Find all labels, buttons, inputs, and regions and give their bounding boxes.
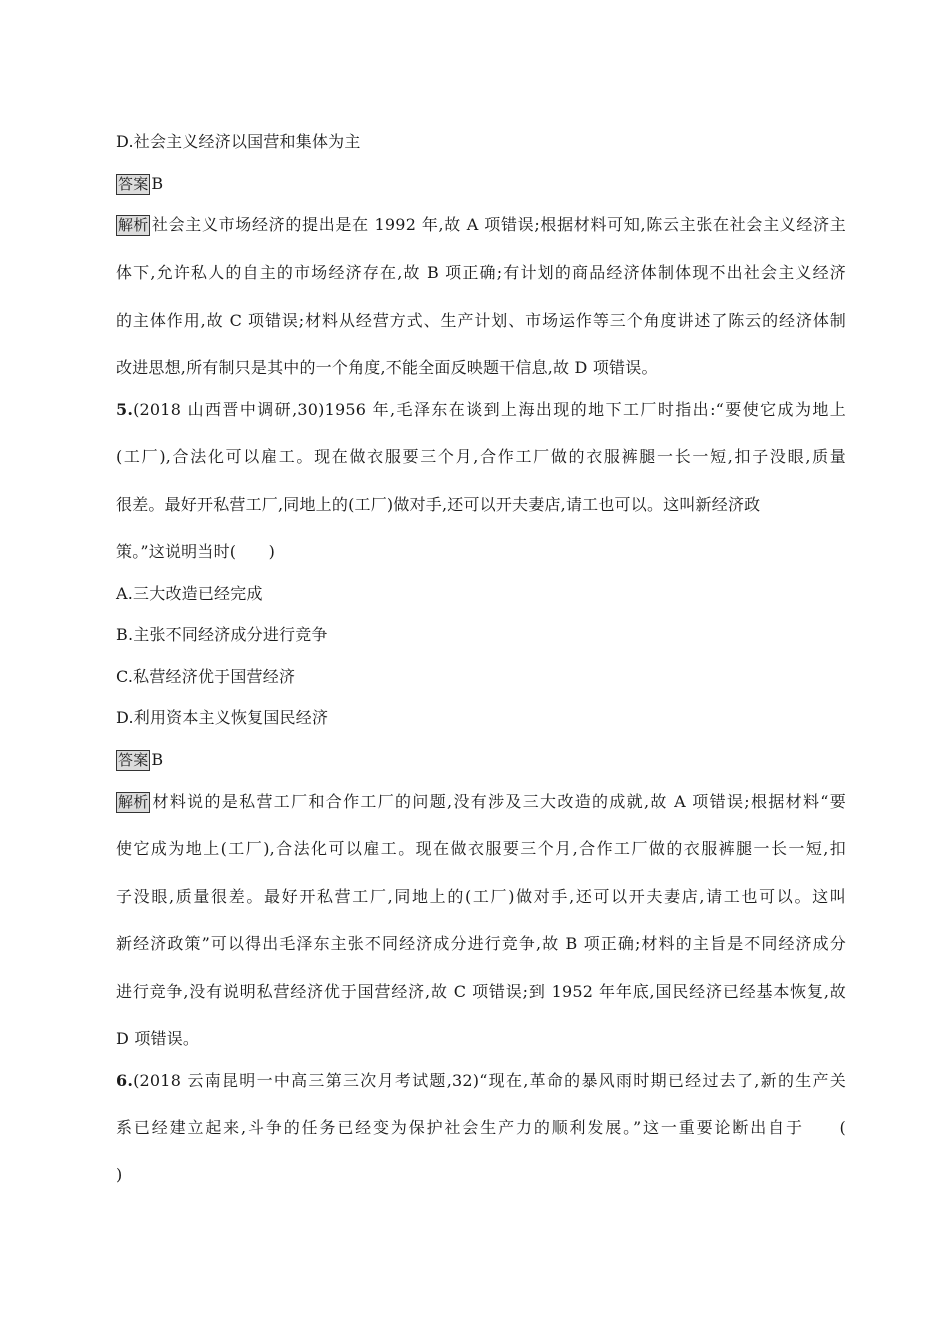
answer-tag: 答案 [118,751,149,769]
q5-option-d: D.利用资本主义恢复国民经济 [116,708,329,727]
q5-analysis-line-6: D 项错误。 [116,1029,200,1048]
q5-stem-line-1 [116,399,846,421]
q6-stem-line-1 [116,1070,846,1092]
q5-option-b: B.主张不同经济成分进行竞争 [116,625,328,644]
q5-option-a: A.三大改造已经完成 [116,584,263,603]
q4-analysis-text: 社会主义市场经济的提出是在 1992 年,故 A 项错误;根据材料可知,陈云主张在社会主义经济主 [151,215,846,234]
q4-analysis-line-4: 改进思想,所有制只是其中的一个角度,不能全面反映题干信息,故 D 项错误。 [116,358,658,377]
q4-analysis-line-3: 的主体作用,故 C 项错误;材料从经营方式、生产计划、市场运作等三个角度讲述了陈云的经济体制 [116,311,846,330]
q5-stem-line-4: 策。”这说明当时( ) [116,542,276,561]
answer-tag: 答案 [118,175,149,193]
q4-option-d: D.社会主义经济以国营和集体为主 [116,132,361,151]
q4-answer: B [151,174,164,193]
q5-analysis-line-4: 新经济政策”可以得出毛泽东主张不同经济成分进行竞争,故 B 项正确;材料的主旨是不同经济成分 [116,934,846,953]
q5-stem-line-2: (工厂),合法化可以雇工。现在做衣服要三个月,合作工厂做的衣服裤腿一长一短,扣子没眼,质量 [116,447,846,466]
q4-analysis-line-1 [116,214,846,236]
q5-stem-text: (2018 山西晋中调研,30)1956 年,毛泽东在谈到上海出现的地下工厂时指出:“要使它成为地上 [133,400,846,419]
q4-analysis-line-2: 体下,允许私人的自主的市场经济存在,故 B 项正确;有计划的商品经济体制体现不出社会主义经济 [116,263,846,282]
q5-analysis-line-2: 使它成为地上(工厂),合法化可以雇工。现在做衣服要三个月,合作工厂做的衣服裤腿一长一短,扣 [116,839,846,858]
q5-analysis-line-1 [116,791,846,813]
q6-stem-text: (2018 云南昆明一中高三第三次月考试题,32)“现在,革命的暴风雨时期已经过去了,新的生产关 [133,1071,846,1090]
q5-analysis-text: 材料说的是私营工厂和合作工厂的问题,没有涉及三大改造的成就,故 A 项错误;根据材料“要 [151,792,846,811]
q5-analysis-line-5: 进行竞争,没有说明私营经济优于国营经济,故 C 项错误;到 1952 年年底,国民经济已经基本恢复,故 [116,982,846,1001]
analysis-tag: 解析 [118,216,149,234]
q5-number: 5. [116,400,134,419]
q5-option-c: C.私营经济优于国营经济 [116,667,296,686]
q5-analysis-line-3: 子没眼,质量很差。最好开私营工厂,同地上的(工厂)做对手,还可以开夫妻店,请工也可以。这叫 [116,887,846,906]
q6-stem-line-2: 系已经建立起来,斗争的任务已经变为保护社会生产力的顺利发展。”这一重要论断出自于 ( [116,1118,846,1137]
q4-answer-line [116,173,846,195]
q6-stem-line-3: ) [116,1165,123,1184]
q5-answer: B [151,750,164,769]
q5-answer-line [116,749,846,771]
q6-number: 6. [116,1071,134,1090]
analysis-tag: 解析 [118,793,149,811]
q5-stem-line-3: 很差。最好开私营工厂,同地上的(工厂)做对手,还可以开夫妻店,请工也可以。这叫新经济政 [116,495,761,514]
